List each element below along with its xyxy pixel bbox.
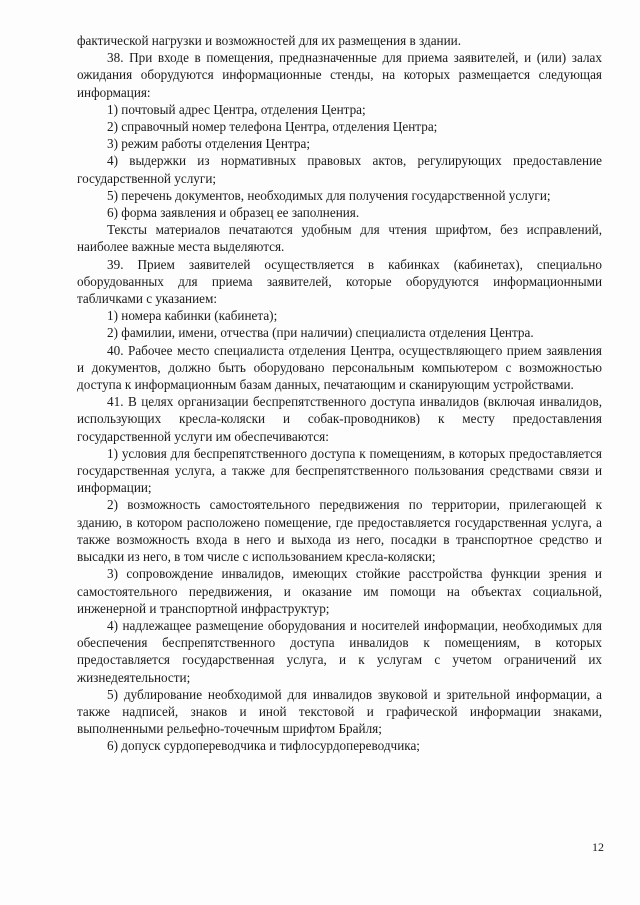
list-item: 5) дублирование необходимой для инвалидов звуковой и зрительной информации, а также надписей, знаков и иной текстовой и графической информации знаками, выполненными рельефно-точечным шрифтом Брайля;	[77, 686, 602, 737]
list-item: 5) перечень документов, необходимых для получения государственной услуги;	[107, 187, 551, 203]
paragraph: Тексты материалов печатаются удобным для чтения шрифтом, без исправлений, наиболее важные места выделяются.	[77, 222, 602, 255]
list-item: 2) справочный номер телефона Центра, отделения Центра;	[107, 119, 438, 135]
list-item: 3) сопровождение инвалидов, имеющих стойкие расстройства функции зрения и самостоятельного передвижения, и оказание им помощи на объектах социальной, инженерной и транспортной инфраструктур;	[77, 566, 602, 616]
list-item: 1) номера кабинки (кабинета);	[107, 308, 278, 324]
paragraph: фактической нагрузки и возможностей для их размещения в здании.	[77, 33, 462, 48]
paragraph: 38. При входе в помещения, предназначенные для приема заявителей, и (или) залах ожидания оборудуются информационные стенды, на которых размещается следующая информация:	[77, 50, 602, 100]
paragraph: 41. В целях организации беспрепятственного доступа инвалидов (включая инвалидов, использующих кресла-коляски и собак-проводников) к месту предоставления государственной услуги им обеспечиваются:	[77, 394, 602, 444]
list-item: 2) возможность самостоятельного передвижения по территории, прилегающей к зданию, в котором расположено помещение, где предоставляется государственная услуга, а также возможность входа в него и выхода из него, посадки в транспортное средство и высадки из него, в том числе с использованием кресла-коляски;	[77, 497, 602, 565]
list-item: 1) условия для беспрепятственного доступа к помещениям, в которых предоставляется государственная услуга, а также для беспрепятственного пользования средствами связи и информации;	[77, 445, 602, 496]
list-item: 4) выдержки из нормативных правовых актов, регулирующих предоставление государственной услуги;	[77, 153, 602, 186]
paragraph: 40. Рабочее место специалиста отделения Центра, осуществляющего прием заявления и документов, должно быть оборудовано персональным компьютером с возможностью доступа к информационным базам данных, печатающим и сканирующим устройствами.	[77, 342, 602, 393]
list-item: 6) допуск сурдопереводчика и тифлосурдопереводчика;	[107, 738, 420, 754]
page-number: 12	[592, 840, 604, 854]
list-item: 1) почтовый адрес Центра, отделения Центра;	[107, 101, 366, 117]
list-item: 3) режим работы отделения Центра;	[107, 136, 310, 152]
list-item: 4) надлежащее размещение оборудования и носителей информации, необходимых для обеспечения беспрепятственного доступа инвалидов к помещениям, в которых предоставляется государственная услуга, и к услугам с учетом ограничений их жизнедеятельности;	[77, 617, 602, 685]
list-item: 6) форма заявления и образец ее заполнения.	[107, 205, 360, 221]
paragraph: 39. Прием заявителей осуществляется в кабинках (кабинетах), специально оборудованных для приема заявителей, которые оборудуются информационными табличками с указанием:	[77, 256, 602, 307]
page-body	[77, 32, 602, 755]
list-item: 2) фамилии, имени, отчества (при наличии) специалиста отделения Центра.	[107, 325, 534, 341]
